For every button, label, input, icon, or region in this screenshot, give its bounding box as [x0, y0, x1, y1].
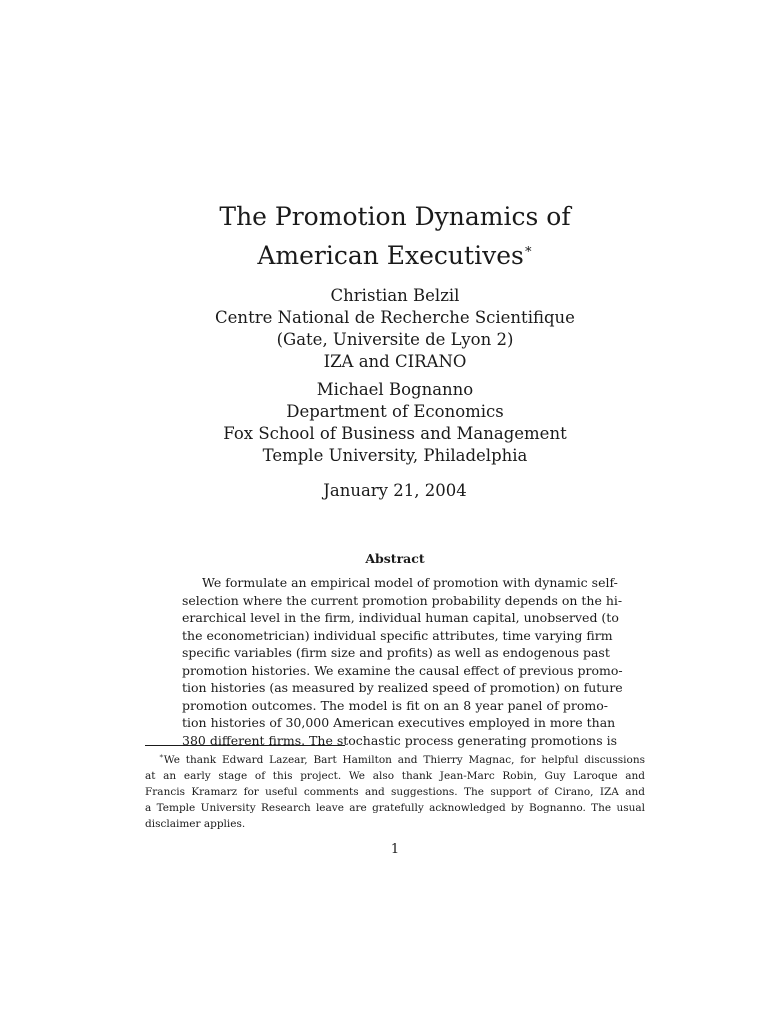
abstract-line: We formulate an empirical model of promotion with dynamic self-: [202, 575, 618, 590]
abstract-heading: Abstract: [365, 551, 425, 566]
footnote-line: a Temple University Research leave are gratefully acknowledged by Bognanno. The usual: [145, 802, 645, 814]
paper-title-line-2-text: American Executives: [257, 241, 524, 270]
paper-date: January 21, 2004: [323, 481, 467, 500]
footnote-rule: [145, 745, 345, 746]
author-affiliation-line: Centre National de Recherche Scientifique: [215, 308, 575, 327]
footnote-line: Francis Kramarz for useful comments and suggestions. The support of Cirano, IZA and: [145, 786, 645, 798]
page-number: 1: [390, 842, 400, 857]
footnote-line: [145, 748, 645, 768]
abstract-line: tion histories (as measured by realized speed of promotion) on future: [182, 680, 623, 695]
author-affiliation-line: IZA and CIRANO: [323, 352, 467, 371]
footnote-marker: ∗: [159, 752, 164, 760]
abstract-line: specific variables (firm size and profits) as well as endogenous past: [182, 645, 610, 660]
abstract-line: selection where the current promotion probability depends on the hi-: [182, 592, 623, 608]
footnote-line: disclaimer applies.: [145, 818, 246, 830]
author-name: Michael Bognanno: [316, 380, 474, 399]
author-block-2: [0, 379, 770, 467]
author-name: Christian Belzil: [330, 286, 460, 305]
paper-title-line-1: The Promotion Dynamics of: [219, 202, 571, 231]
author-affiliation-line: Fox School of Business and Management: [223, 424, 567, 443]
abstract-line: promotion histories. We examine the causal effect of previous promo-: [182, 662, 623, 678]
author-affiliation-line: Temple University, Philadelphia: [262, 446, 528, 465]
paper-title-line-2: [0, 233, 770, 272]
abstract-line: erarchical level in the firm, individual human capital, unobserved (to: [182, 610, 619, 625]
paper-title: [0, 200, 770, 272]
title-footnote-marker: ∗: [523, 242, 533, 257]
footnote-line-text: We thank Edward Lazear, Bart Hamilton and Thierry Magnac, for helpful discussions: [163, 754, 645, 766]
abstract-line: the econometrician) individual specific attributes, time varying firm: [182, 627, 613, 643]
author-block-1: [0, 285, 770, 373]
author-affiliation-line: (Gate, Universite de Lyon 2): [276, 330, 514, 349]
author-affiliation-line: Department of Economics: [286, 402, 504, 421]
abstract-line: promotion outcomes. The model is fit on an 8 year panel of promo-: [182, 697, 608, 713]
footnote-line: at an early stage of this project. We also thank Jean-Marc Robin, Guy Laroque and: [145, 770, 645, 782]
abstract-line: tion histories of 30,000 American executives employed in more than: [182, 715, 616, 730]
abstract-line: 380 different firms. The stochastic process generating promotions is: [182, 732, 617, 748]
abstract-body: [182, 574, 623, 749]
footnote: [145, 748, 645, 832]
